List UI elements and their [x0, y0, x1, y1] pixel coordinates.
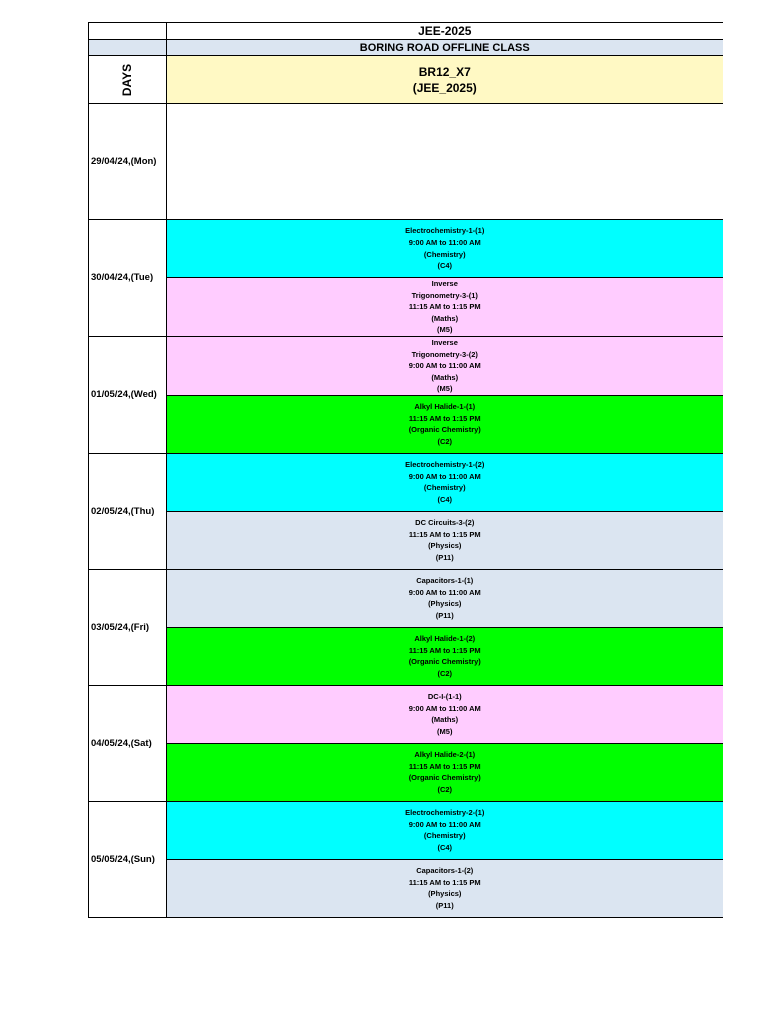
schedule-row: [89, 104, 723, 220]
class-slot-line: 9:00 AM to 11:00 AM: [408, 361, 481, 371]
class-slot-line: 9:00 AM to 11:00 AM: [408, 703, 481, 713]
page-title: JEE-2025: [167, 23, 723, 40]
class-slot-line: 11:15 AM to 1:15 PM: [408, 302, 481, 312]
batch-header: [167, 56, 723, 104]
timetable-body: [89, 23, 723, 918]
class-slot: [167, 859, 723, 917]
class-slot-line: Electrochemistry-2-(1): [405, 808, 485, 818]
class-slot-line: (P11): [435, 611, 454, 621]
batch-code: BR12_X7: [418, 64, 471, 79]
class-slot-line: (Maths): [431, 715, 459, 725]
class-slot-line: Trigonometry-3-(2): [411, 349, 478, 359]
day-label: 30/04/24,(Tue): [89, 220, 167, 337]
schedule-row: [89, 395, 723, 453]
class-slot-line: (P11): [435, 553, 454, 563]
schedule-row: [89, 278, 723, 337]
class-slot-line: Alkyl Halide-2-(1): [414, 750, 476, 760]
class-slot: [167, 569, 723, 627]
timetable: [88, 22, 723, 918]
class-slot-line: Capacitors-1-(1): [416, 576, 474, 586]
class-slot-line: 9:00 AM to 11:00 AM: [408, 471, 481, 481]
class-slot: [167, 511, 723, 569]
day-label: 05/05/24,(Sun): [89, 801, 167, 917]
class-slot-line: DC Circuits-3-(2): [415, 518, 475, 528]
class-slot-line: Alkyl Halide-1-(1): [414, 402, 476, 412]
class-slot-line: 11:15 AM to 1:15 PM: [408, 877, 481, 887]
schedule-row: [89, 859, 723, 917]
class-slot-line: (M5): [437, 325, 453, 335]
class-slot-line: 11:15 AM to 1:15 PM: [408, 645, 481, 655]
class-slot-line: (Organic Chemistry): [408, 773, 481, 783]
subtitle-corner-cell: [89, 40, 167, 56]
class-slot-line: 11:15 AM to 1:15 PM: [408, 529, 481, 539]
class-slot-line: Trigonometry-3-(1): [411, 290, 478, 300]
class-slot-line: (P11): [435, 901, 454, 911]
page-subtitle: BORING ROAD OFFLINE CLASS: [167, 40, 723, 56]
schedule-row: [89, 569, 723, 627]
class-slot-line: 9:00 AM to 11:00 AM: [408, 819, 481, 829]
class-slot-line: (M5): [437, 384, 453, 394]
class-slot: [167, 278, 723, 337]
class-slot-line: (C2): [437, 669, 453, 679]
class-slot-line: (C4): [437, 495, 453, 505]
days-label: DAYS: [120, 63, 135, 96]
class-slot-line: Electrochemistry-1-(1): [405, 226, 485, 236]
schedule-row: [89, 685, 723, 743]
day-label: 04/05/24,(Sat): [89, 685, 167, 801]
schedule-row: [89, 511, 723, 569]
class-slot-line: (Maths): [431, 372, 459, 382]
class-slot-line: (Organic Chemistry): [408, 425, 481, 435]
day-label: 02/05/24,(Thu): [89, 453, 167, 569]
class-slot-line: (C4): [437, 261, 453, 271]
class-slot-line: (C2): [437, 437, 453, 447]
class-slot-line: (C2): [437, 785, 453, 795]
class-slot-line: (Physics): [428, 889, 462, 899]
class-slot: [167, 220, 723, 278]
class-slot-line: Electrochemistry-1-(2): [405, 460, 485, 470]
class-slot-line: Inverse: [431, 337, 458, 347]
class-slot: [167, 685, 723, 743]
class-slot-line: (M5): [437, 727, 453, 737]
empty-slot: [167, 104, 723, 220]
schedule-row: [89, 453, 723, 511]
schedule-row: [89, 220, 723, 278]
class-slot-line: 11:15 AM to 1:15 PM: [408, 761, 481, 771]
schedule-row: [89, 743, 723, 801]
schedule-row: [89, 627, 723, 685]
batch-exam: (JEE_2025): [412, 80, 477, 95]
day-label: 01/05/24,(Wed): [89, 336, 167, 453]
class-slot-line: (Chemistry): [423, 483, 466, 493]
schedule-row: [89, 801, 723, 859]
class-slot-line: (Organic Chemistry): [408, 657, 481, 667]
corner-cell: [89, 23, 167, 40]
class-slot-line: 11:15 AM to 1:15 PM: [408, 413, 481, 423]
day-label: 29/04/24,(Mon): [89, 104, 167, 220]
class-slot-line: (Physics): [428, 599, 462, 609]
class-slot-line: 9:00 AM to 11:00 AM: [408, 587, 481, 597]
class-slot-line: (Chemistry): [423, 249, 466, 259]
batch-row: [89, 56, 723, 104]
days-header: [89, 56, 167, 104]
class-slot-line: (C4): [437, 843, 453, 853]
class-slot: [167, 453, 723, 511]
class-slot-line: Alkyl Halide-1-(2): [414, 634, 476, 644]
class-slot-line: (Physics): [428, 541, 462, 551]
class-slot: [167, 743, 723, 801]
class-slot: [167, 627, 723, 685]
subtitle-row: [89, 40, 723, 56]
title-row: [89, 23, 723, 40]
class-slot-line: 9:00 AM to 11:00 AM: [408, 237, 481, 247]
class-slot-line: (Maths): [431, 313, 459, 323]
class-slot: [167, 395, 723, 453]
class-slot-line: DC-I-(1-1): [427, 692, 462, 702]
day-label: 03/05/24,(Fri): [89, 569, 167, 685]
class-slot-line: (Chemistry): [423, 831, 466, 841]
schedule-row: [89, 336, 723, 395]
class-slot-line: Inverse: [431, 279, 458, 288]
class-slot-line: Capacitors-1-(2): [416, 866, 474, 876]
class-slot: [167, 336, 723, 395]
class-slot: [167, 801, 723, 859]
